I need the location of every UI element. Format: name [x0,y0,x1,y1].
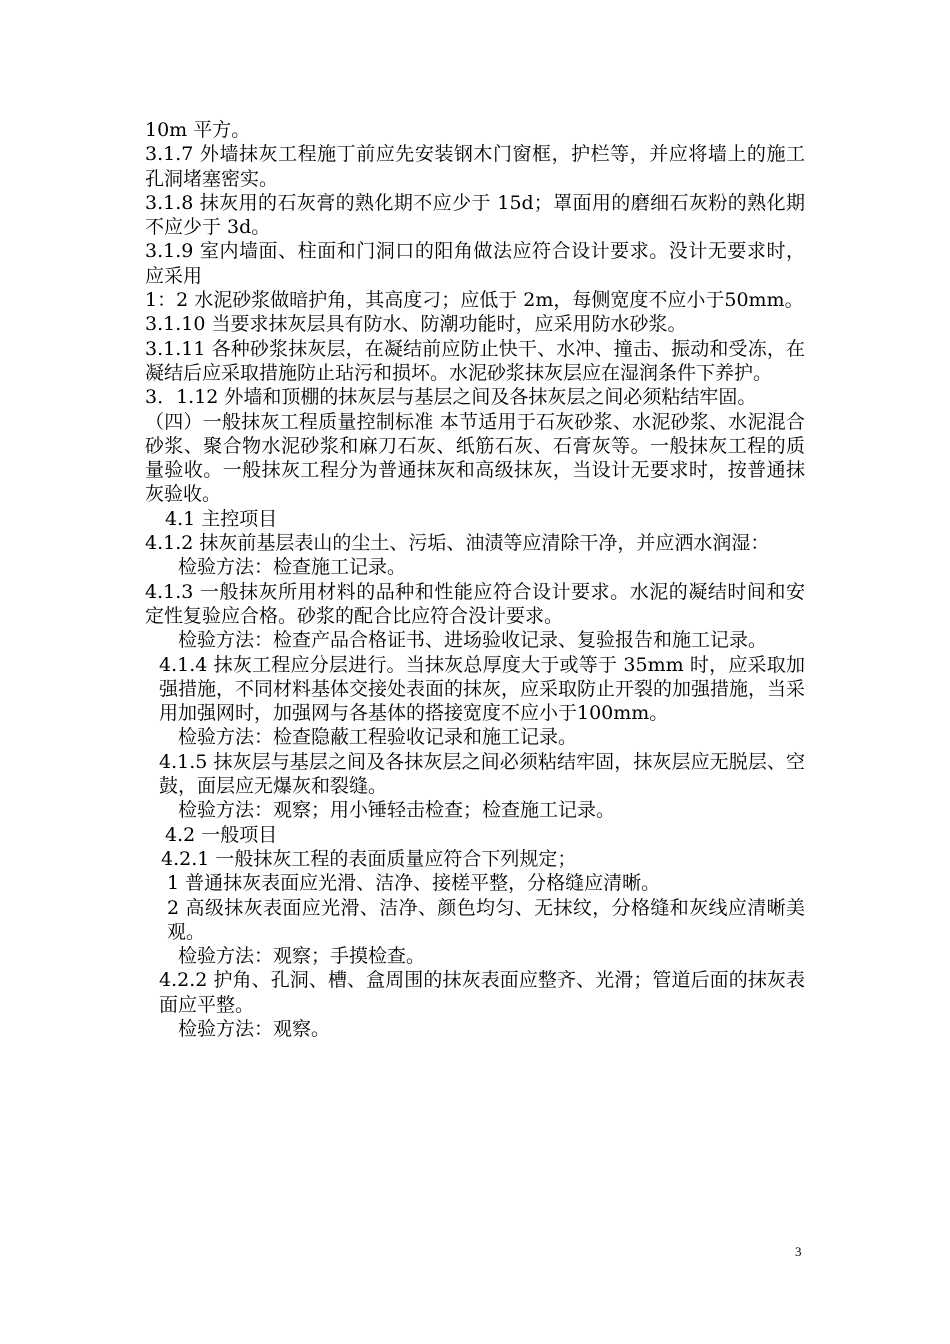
document-body [145,118,805,1041]
item-1-ordinary-plaster: 1 普通抹灰表面应光滑、洁净、接槎平整，分格缝应清晰。 [167,872,661,895]
paragraph-3-1-10: 3.1.10 当要求抹灰层具有防水、防潮功能时，应采用防水砂浆。 [145,313,687,336]
inspection-method-4-2-1: 检验方法：观察；手摸检查。 [178,945,426,968]
paragraph-4-2-1: 4.2.1 一般抹灰工程的表面质量应符合下列规定； [161,847,577,870]
inspection-method-4-1-4: 检验方法：检查隐蔽工程验收记录和施工记录。 [178,726,578,749]
subheading-4-2: 4.2 一般项目 [165,823,278,846]
paragraph-3-1-8: 3.1.8 抹灰用的石灰膏的熟化期不应少于 15d；罩面用的磨细石灰粉的熟化期不应少于 3d。 [145,191,805,239]
inspection-method-4-1-2: 检验方法：检查施工记录。 [178,556,407,579]
inspection-method-4-1-5: 检验方法：观察；用小锤轻击检查；检查施工记录。 [178,799,616,822]
inspection-method-4-1-3: 检验方法：检查产品合格证书、进场验收记录、复验报告和施工记录。 [178,629,768,652]
section-heading-4: （四）一般抹灰工程质量控制标准 本节适用于石灰砂浆、水泥砂浆、水泥混合砂浆、聚合物水泥砂浆和麻刀石灰、纸筋石灰、石膏灰等。一般抹灰工程的质量验收。一般抹灰工程分为普通抹灰和高级抹灰，当设计无要求时，按普通抹灰验收。 [145,410,805,506]
item-2-advanced-plaster: 2 高级抹灰表面应光滑、洁净、颜色均匀、无抹纹，分格缝和灰线应清晰美观。 [167,896,805,943]
paragraph-3-1-11: 3.1.11 各种砂浆抹灰层，在凝结前应防止快干、水冲、撞击、振动和受冻，在凝结后应采取措施防止玷污和损坏。水泥砂浆抹灰层应在湿润条件下养护。 [145,337,805,384]
paragraph-4-1-4: 4.1.4 抹灰工程应分层进行。当抹灰总厚度大于或等于 35mm 时，应采取加强措施，不同材料基体交接处表面的抹灰，应采取防止开裂的加强措施，当采用加强网时，加强网与各基体的搭接宽度不应小于100mm。 [159,653,806,725]
paragraph-3-1-7: 3.1.7 外墙抹灰工程施丁前应先安装钢木门窗框，护栏等，并应将墙上的施工孔洞堵塞密实。 [145,143,805,190]
subheading-4-1: 4.1 主控项目 [165,507,278,530]
paragraph-4-1-3: 4.1.3 一般抹灰所用材料的品种和性能应符合设计要求。水泥的凝结时间和安定性复验应合格。砂浆的配合比应符合没计要求。 [145,580,805,627]
paragraph-3-1-12: 3．1.12 外墙和顶棚的抹灰层与基层之间及各抹灰层之间必须粘结牢固。 [145,386,757,409]
paragraph-4-2-2: 4.2.2 护角、孔洞、槽、盒周围的抹灰表面应整齐、光滑；管道后面的抹灰表面应平整。 [159,969,805,1016]
paragraph-4-1-2: 4.1.2 抹灰前基层表山的尘土、污垢、油渍等应清除干净，并应洒水润湿： [145,532,770,555]
paragraph-4-1-5: 4.1.5 抹灰层与基层之间及各抹灰层之间必须粘结牢固，抹灰层应无脱层、空鼓，面层应无爆灰和裂缝。 [159,750,805,798]
paragraph-area-unit: 10m 平方。 [145,119,251,141]
page-number: 3 [795,1244,802,1259]
inspection-method-4-2-2: 检验方法：观察。 [178,1017,331,1040]
paragraph-3-1-9-cont: 1：2 水泥砂浆做暗护角，其高度刁；应低于 2m，每侧宽度不应小于50mm。 [145,289,804,312]
paragraph-3-1-9: 3.1.9 室内墙面、柱面和门洞口的阳角做法应符合设计要求。没计无要求时，应采用 [145,240,805,287]
